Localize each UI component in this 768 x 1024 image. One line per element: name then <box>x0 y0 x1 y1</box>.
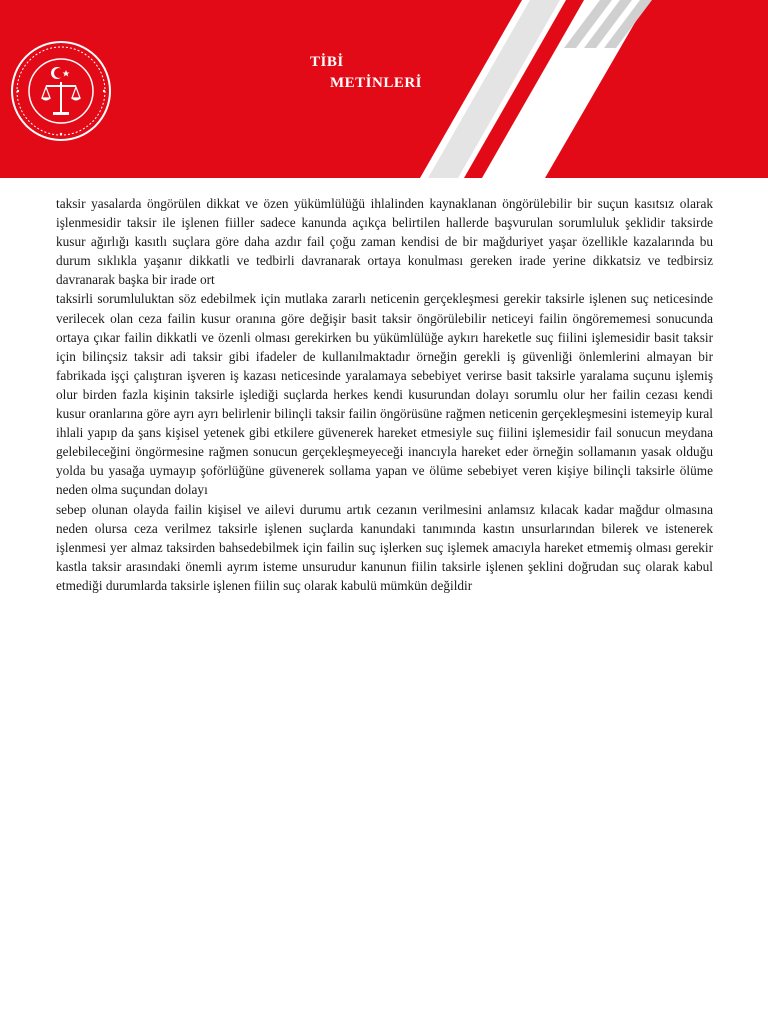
header-title-line2: METİNLERİ <box>330 75 423 91</box>
paragraph-3: sebep olunan olayda failin kişisel ve ailevi durumu artık cezanın verilmesini anlamsız kılacak kadar mağdur olmasına neden olursa ceza verilmez taksirle işlenen suçlarda kanundaki tanımında kastın unsurlarından bilerek ve istenerek işlenmesi yer almaz taksirden bahsedebilmek için failin suç işlerken suç işlemek amacıyla hareket etmemiş olması gerekir kastla taksir arasındaki önemli ayrım isteme unsurudur kanunun fiilin taksirle işlenen şeklini doğrudan suç olarak kabul etmediği durumlarda taksirle işlenen fiilin suç olarak kabulü mümkün değildir <box>56 501 713 593</box>
adalet-bakanligi-seal-icon <box>10 40 112 142</box>
header-title-line1: TİBİ <box>310 54 344 70</box>
document-body <box>56 194 713 595</box>
page-header <box>0 0 768 178</box>
paragraph-2: taksirli sorumluluktan söz edebilmek için mutlaka zararlı neticenin gerçekleşmesi gerekir taksirle işlenen suç neticesinde verilecek olan ceza failin kusur oranına göre değişir basit taksir öngörülebilir neticeyi failin öngörememesi sonucunda ortaya çıkar failin dikkatli ve özenli olması gerekirken bu yükümlülüğe aykırı hareketle suç fiilini işlemesidir basit taksir için bilinçsiz taksir adi taksir gibi ifadeler de kullanılmaktadır örneğin gerekli iş güvenliği önlemlerini almayan bir fabrikada işçi çalıştıran işveren iş kazası neticesinde yaralamaya sebebiyet verirse basit taksirle yaralama suçunu işlemiş olur birden fazla kişinin taksirle işlediği suçlarda herkes kendi kusurundan dolayı sorumlu olur her failin cezası kendi kusur oranlarına göre ayrı ayrı belirlenir bilinçli taksir failin öngörüsüne rağmen neticenin gerçekleşmesini istemeyip kural ihlali yapıp da şans kişisel yetenek gibi etkilere güvenerek hareket etmesiyle suç fiilini işlemesidir fail sonucun meydana gelebileceğini öngörmesine rağmen sonucun gerçekleşmeyeceği inancıyla hareket eder örneğin sollamanın yasak olduğu yolda bu yasağa uymayıp şoförlüğüne güvenerek sollama yapan ve ölüme sebebiyet veren kişiye bilinçli taksirle ölüme neden olma suçundan dolayı <box>56 291 713 498</box>
paragraph-1: taksir yasalarda öngörülen dikkat ve özen yükümlülüğü ihlalinden kaynaklanan öngörülebilir bir suçun kasıtsız olarak işlenmesidir taksir ile işlenen fiiller sadece kanunda açıkça belirtilen hallerde başvurulan sorumluluk şeklidir taksirde kusur ağırlığı kasıtlı suçlara göre daha azdır fail çoğu zaman kendisi de bir mağduriyet yaşar özellikle kazalarında bu durum sıklıkla yaşanır dikkatli ve tedbirli davranarak ortaya konulması gereken irade yerine dikkatsiz ve tedbirsiz davranarak başka bir irade ort <box>56 196 713 288</box>
